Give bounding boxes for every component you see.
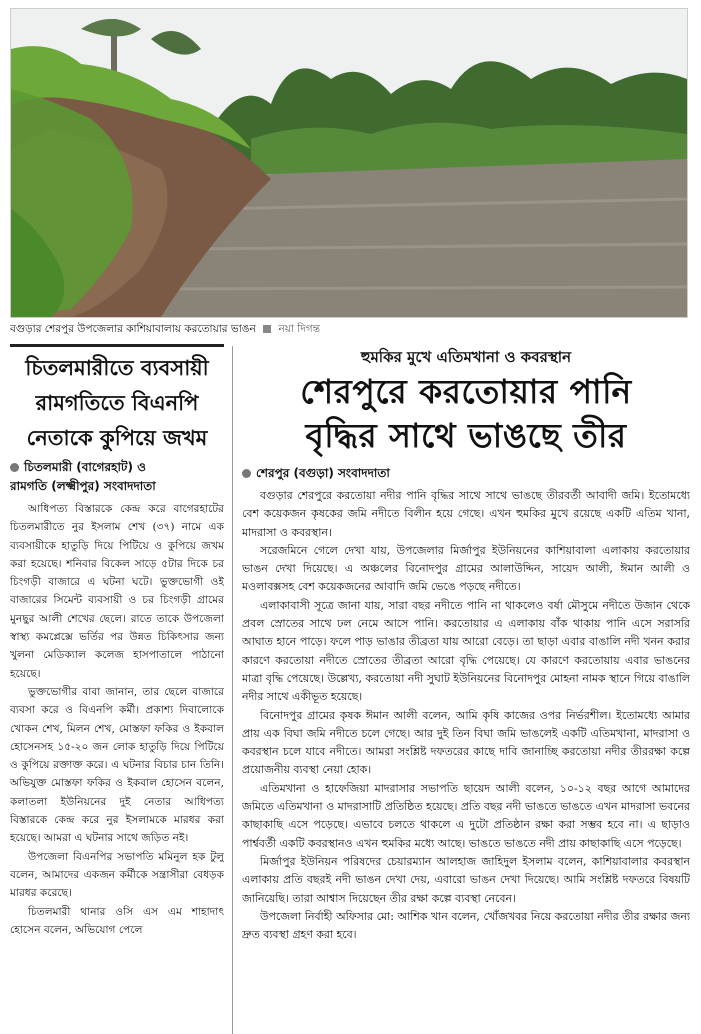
left-headline-line: নেতাকে কুপিয়ে জখম: [26, 426, 208, 450]
left-headline-line: চিতলমারীতে ব্যবসায়ী: [25, 356, 209, 380]
paragraph: বগুড়ার শেরপুরে করতোয়া নদীর পানি বৃদ্ধির সাথে সাথে ভাঙছে তীরবর্তী আবাদী জমি। ইতোমধ্যে বেশ কয়েকজন কৃষকের জমি নদীতে বিলীন হয়ে গেছে। এখন হুমকির মুখে রয়েছে একটি এতিম খানা, মাদরাসা ও কবরস্থান।: [242, 489, 690, 539]
right-headline-line: শেরপুরে করতোয়ার পানি: [300, 372, 632, 411]
paragraph: এলাকাবাসী সূত্রে জানা যায়, সারা বছর নদীতে পানি না থাকলেও বর্ষা মৌসুমে নদীতে উজান থেকে প্রবল স্রোতের সাথে ঢল নেমে আসে পানি। করতোয়ার এ এলাকায় বাঁক থাকায় পানি এসে সরাসরি আঘাত হানে পাড়ে। ফলে পাড় ভাঙার তীব্রতা যায় আরো বেড়ে। তা ছাড়া এবার বাঙালি নদী খনন করার কারণে করতোয়া নদীতে স্রোতের তীব্রতা আরো বৃদ্ধি পেয়েছে। যে কারণে করতোয়ায় এবার ভাঙনের মাত্রা বৃদ্ধি পেয়েছে। উল্লেখ্য, করতোয়া নদী সুঘাট ইউনিয়নের বিনোদপুর মোহনা নামক স্থানে গিয়ে বাঙালি নদীর সাথে একীভূত হয়েছে।: [242, 598, 690, 704]
left-byline-line: রামগতি (লক্ষ্মীপুর) সংবাদদাতা: [10, 479, 156, 493]
left-headline-line: রামগতিতে বিএনপি: [35, 391, 199, 415]
paragraph: মির্জাপুর ইউনিয়ন পরিষদের চেয়ারম্যান আলহাজ জাহিদুল ইসলাম বলেন, কাশিয়াবালার কবরস্থান এলাকায় প্রতি বছরই নদী ভাঙন দেখা দেয়, এবারো ভাঙন দেখা দিয়েছে। আমি সংশ্লিষ্ট দফতরে বিষয়টি জানিয়েছি। তারা আশ্বাস দিয়েছেন তীর রক্ষা কল্পে ব্যবস্থা নেবেন।: [242, 854, 690, 905]
bullet-icon: [10, 463, 19, 472]
right-byline-text: শেরপুর (বগুড়া) সংবাদদাতা: [256, 466, 390, 480]
left-headline: [10, 344, 224, 456]
right-headline: [242, 370, 690, 458]
left-body: [10, 500, 224, 939]
right-body: [242, 487, 690, 944]
right-headline-line: বৃদ্ধির সাথে ভাঙছে তীর: [305, 416, 627, 455]
bullet-icon: [242, 469, 251, 478]
caption-source: নয়া দিগন্ত: [278, 323, 320, 335]
caption-text: বগুড়ার শেরপুর উপজেলার কাশিয়াবালায় করতোয়ার ভাঙন: [10, 323, 256, 335]
right-article: [242, 344, 690, 1034]
river-bank-photo: [10, 8, 688, 318]
right-kicker: হুমকির মুখে এতিমখানা ও কবরস্থান: [360, 348, 572, 366]
left-byline-line: চিতলমারী (বাগেরহাট) ও: [24, 460, 146, 474]
paragraph: সরেজমিনে গেলে দেখা যায়, উপজেলার মির্জাপুর ইউনিয়নের কাশিয়াবালা এলাকায় করতোয়ার ভাঙন দেখা দিয়েছে। এ অঞ্চলের বিনোদপুর গ্রামের আলাউদ্দিন, সায়েদ আলী, ঈমান আলী ও মওলাবক্সসহ বেশ কয়েকজনের আবাদি জমি ভেঙে পড়ছে নদীতে।: [242, 543, 690, 594]
left-byline: [10, 458, 224, 496]
column-divider: [232, 346, 233, 1034]
paragraph: চিতলমারী থানার ওসি এস এম শাহাদাৎ হোসেন বলেন, অভিযোগ পেলে: [10, 905, 224, 936]
paragraph: আধিপত্য বিস্তারকে কেন্দ্র করে বাগেরহাটের চিতলমারীতে নুর ইসলাম শেখ (৩৭) নামে এক ব্যবসায়ীকে হাতুড়ি দিয়ে পিটিয়ে ও কুপিয়ে জখম করা হয়েছে। শনিবার বিকেল সাড়ে ৫টার দিকে চর চিংগড়ী বাজারে এ ঘটনা ঘটে। ভুক্তভোগী ওই বাজারের সিমেন্ট ব্যবসায়ী ও চর চিংগড়ী গ্রামের মুনছুর আলী শেখের ছেলে। রাতে তাকে উপজেলা স্বাস্থ্য কমপ্লেক্সে ভর্তির পর উন্নত চিকিৎসার জন্য খুলনা মেডিক্যাল কলেজ হাসপাতালে পাঠানো হয়েছে।: [10, 503, 224, 680]
paragraph: বিনোদপুর গ্রামের কৃষক ঈমান আলী বলেন, আমি কৃষি কাজের ওপর নির্ভরশীল। ইতোমধ্যে আমার প্রায় এক বিঘা জমি নদীতে চলে গেছে। আর দুই তিন বিঘা জমি ভাঙলেই একটি এতিমখানা, মাদরাসা ও কবরস্থান চলে যাবে নদীতে। আমরা সংশ্লিষ্ট দফতরের কাছে দাবি জানাচ্ছি করতোয়া নদীর তীররক্ষা কল্পে প্রয়োজনীয় ব্যবস্থা নেয়া হোক।: [242, 708, 690, 777]
river-photo-icon: [11, 9, 687, 317]
left-article: [10, 344, 224, 1034]
paragraph: ভুক্তভোগীর বাবা জানান, তার ছেলে বাজারে ব্যবসা করে ও বিএনপি কর্মী। প্রকাশ্য দিবালোকে খোকন শেখ, মিলন শেখ, মোস্তফা ফকির ও ইকবাল হোসেনসহ ১৫-২০ জন লোক হাতুড়ি দিয়ে পিটিয়ে ও কুপিয়ে রক্তাক্ত করে। এ ঘটনার বিচার চান তিনি। অভিযুক্ত মোস্তফা ফকির ও ইকবাল হোসেন বলেন, কলাতলা ইউনিয়নের দুই নেতার আধিপত্য বিস্তারকে কেন্দ্র করে নুর ইসলামকে মারধর করা হয়েছে। আমরা এ ঘটনার সাথে জড়িত নই।: [10, 685, 224, 845]
paragraph: উপজেলা বিএনপির সভাপতি মমিনুল হক টুলু বলেন, আমাদের একজন কর্মীকে সন্ত্রাসীরা বেধড়ক মারধর করেছে।: [10, 850, 224, 900]
square-bullet-icon: [263, 325, 271, 333]
paragraph: এতিমখানা ও হাফেজিয়া মাদরাসার সভাপতি ছায়েদ আলী বলেন, ১০-১২ বছর আগে আমাদের জমিতে এতিমখানা ও মাদরাসাটি প্রতিষ্ঠিত হয়েছে। প্রতি বছর নদী ভাঙতে ভাঙতে এখন মাদরাসা ভবনের কাছাকাছি এসে পড়েছে। এভাবে চলতে থাকলে এ দুটো প্রতিষ্ঠান রক্ষা করা সম্ভব হবে না। এ ছাড়াও পার্শ্ববর্তী একটি কবরস্থানও এখন হুমকির মধ্যে আছে। ভাঙতে ভাঙতে নদী প্রায় কাছাকাছি এসে পড়েছে।: [242, 781, 690, 850]
right-byline: [242, 464, 690, 483]
photo-caption: [10, 320, 686, 338]
paragraph: উপজেলা নির্বাহী অফিসার মো: আশিক খান বলেন, খোঁজখবর নিয়ে করতোয়া নদীর তীর রক্ষার জন্য দ্রুত ব্যবস্থা গ্রহণ করা হবে।: [242, 909, 690, 942]
